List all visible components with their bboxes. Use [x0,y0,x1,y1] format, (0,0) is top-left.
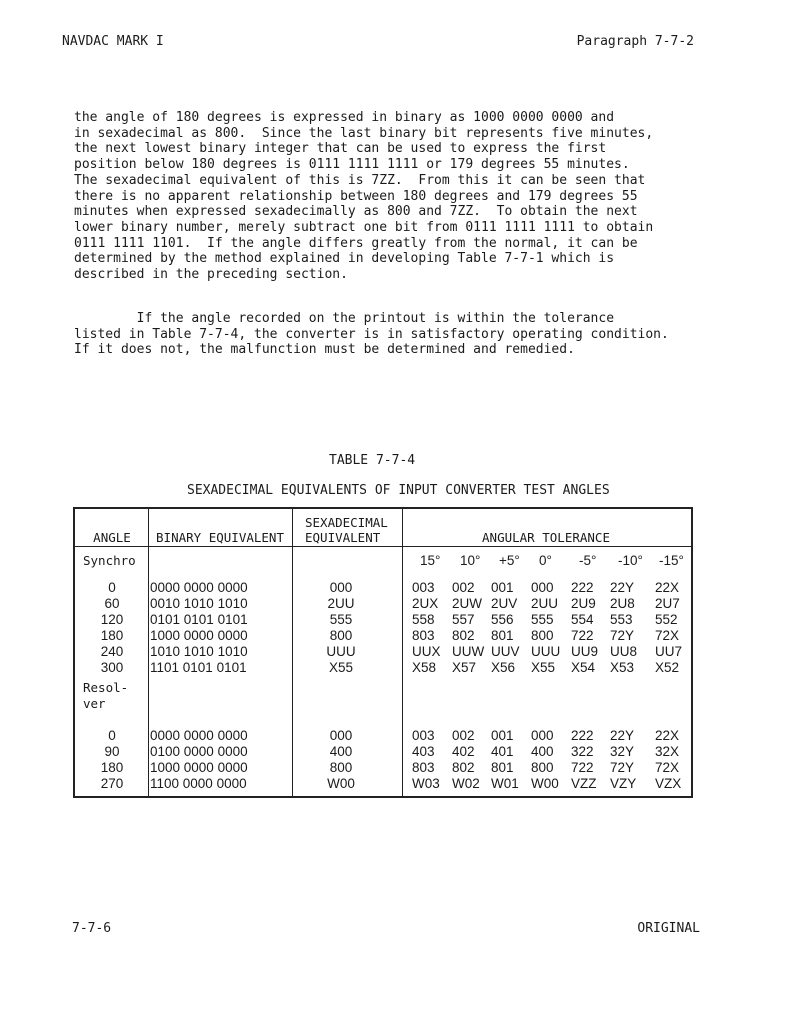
sexadecimal-cell: 000 [329,580,353,595]
sexadecimal-cell: X55 [328,660,354,675]
col-divider [402,509,403,796]
angle-cell: 0 [108,728,116,743]
tolerance-cell: UU9 [571,644,599,659]
binary-cell: 1101 0101 0101 [150,660,247,675]
tolerance-cell: 32X [655,744,680,759]
sexadecimal-cell: 800 [329,760,353,775]
sexadecimal-cell: 2UU [327,596,355,611]
tolerance-cell: 322 [571,744,594,759]
header-binary: BINARY EQUIVALENT [156,530,284,545]
tolerance-cell: 22Y [610,580,635,595]
tolerance-cell: X54 [571,660,596,675]
tolerance-cell: 800 [531,628,554,643]
tolerance-cell: 552 [655,612,678,627]
tolerance-cell: 72Y [610,760,635,775]
tolerance-column-header: +5° [499,553,520,568]
tolerance-cell: 557 [452,612,475,627]
binary-cell: 0100 0000 0000 [150,744,248,759]
tolerance-cell: 22X [655,580,680,595]
header-divider [75,546,691,547]
tolerance-cell: UUW [452,644,485,659]
tolerance-cell: UU8 [610,644,638,659]
binary-cell: 0101 0101 0101 [150,612,248,627]
header-right: Paragraph 7-7-2 [576,34,694,49]
header-left: NAVDAC MARK I [62,34,164,49]
header-sexadecimal: SEXADECIMAL [305,515,388,530]
tolerance-cell: X53 [610,660,635,675]
tolerance-cell: 2U8 [610,596,635,611]
tolerance-cell: 801 [491,760,514,775]
tolerance-cell: UUV [491,644,520,659]
tolerance-cell: 22X [655,728,680,743]
tolerance-cell: 553 [610,612,633,627]
paragraph-2: If the angle recorded on the printout is within the tolerance listed in Table 7-7-4, the converter is in satisfactory operating condition. If it does not, the malfunction must be determined and remedied. [74,311,669,358]
tolerance-cell: 72Y [610,628,635,643]
tolerance-cell: 401 [491,744,514,759]
binary-cell: 0000 0000 0000 [150,580,248,595]
tolerance-cell: UUU [531,644,561,659]
tolerance-cell: 2UW [452,596,482,611]
col-divider [292,509,293,796]
tolerance-table [73,507,693,798]
tolerance-cell: X55 [531,660,556,675]
tolerance-cell: 800 [531,760,554,775]
tolerance-cell: 558 [412,612,435,627]
tolerance-cell: X52 [655,660,680,675]
tolerance-column-header: -10° [618,553,643,568]
tolerance-column-header: 10° [460,553,481,568]
header-angle: ANGLE [93,530,131,545]
tolerance-cell: VZZ [571,776,597,791]
footer-page-number: 7-7-6 [72,921,112,936]
tolerance-cell: 22Y [610,728,635,743]
tolerance-cell: VZX [655,776,682,791]
sexadecimal-cell: 555 [329,612,353,627]
tolerance-cell: 802 [452,628,475,643]
tolerance-cell: 400 [531,744,554,759]
tolerance-cell: W00 [531,776,559,791]
tolerance-cell: 803 [412,760,435,775]
sexadecimal-cell: UUU [326,644,356,659]
tolerance-cell: 222 [571,728,594,743]
paragraph-1: the angle of 180 degrees is expressed in binary as 1000 0000 0000 and in sexadecimal as 800. Since the last binary bit represents five minutes, the next lowest binary integer that can be used to express the first position below 180 degrees is 0111 1111 1111 or 179 degrees 55 minutes. The sexadecimal equivalent of this is 7ZZ. From this it can be seen that there is no apparent relationship between 180 degrees and 179 degrees 55 minutes when expressed sexadecimally as 800 and 7ZZ. To obtain the next lower binary number, merely subtract one bit from 0111 1111 1111 to obtain 0111 1111 1101. If the angle differs greatly from the normal, it can be determined by the method explained in developing Table 7-7-1 which is described in the preceding section. [74,110,654,283]
tolerance-cell: 722 [571,760,594,775]
sexadecimal-cell: 800 [329,628,353,643]
tolerance-cell: 555 [531,612,554,627]
angle-cell: 180 [100,760,124,775]
tolerance-cell: 2UV [491,596,518,611]
binary-cell: 1010 1010 1010 [150,644,248,659]
binary-cell: 1100 0000 0000 [150,776,247,791]
binary-cell: 0000 0000 0000 [150,728,248,743]
group-label: Synchro [83,553,136,568]
tolerance-cell: 222 [571,580,594,595]
tolerance-cell: 402 [452,744,475,759]
tolerance-cell: X57 [452,660,477,675]
angle-cell: 240 [100,644,124,659]
group-label: ver [83,696,106,711]
angle-cell: 60 [104,596,120,611]
tolerance-cell: 002 [452,580,475,595]
col-divider [148,509,149,796]
angle-cell: 120 [100,612,124,627]
footer-edition: ORIGINAL [637,921,700,936]
tolerance-cell: W02 [452,776,480,791]
sexadecimal-cell: 000 [329,728,353,743]
tolerance-cell: 2U9 [571,596,596,611]
tolerance-cell: 801 [491,628,514,643]
tolerance-cell: 72X [655,628,680,643]
group-label: Resol- [83,680,129,695]
tolerance-column-header: 0° [539,553,552,568]
tolerance-cell: 403 [412,744,435,759]
tolerance-cell: UU7 [655,644,683,659]
angle-cell: 180 [100,628,124,643]
tolerance-cell: X58 [412,660,437,675]
table-title: SEXADECIMAL EQUIVALENTS OF INPUT CONVERTER TEST ANGLES [187,483,610,498]
tolerance-cell: 556 [491,612,514,627]
angle-cell: 300 [100,660,124,675]
sexadecimal-cell: 400 [329,744,353,759]
tolerance-cell: W03 [412,776,440,791]
tolerance-cell: 554 [571,612,594,627]
binary-cell: 0010 1010 1010 [150,596,248,611]
tolerance-cell: 000 [531,580,554,595]
tolerance-cell: 72X [655,760,680,775]
tolerance-cell: X56 [491,660,516,675]
tolerance-cell: 803 [412,628,435,643]
angle-cell: 270 [100,776,124,791]
tolerance-cell: 32Y [610,744,635,759]
tolerance-column-header: -15° [659,553,684,568]
angle-cell: 0 [108,580,116,595]
tolerance-cell: UUX [412,644,441,659]
tolerance-cell: 001 [491,728,514,743]
tolerance-cell: 2UX [412,596,439,611]
tolerance-cell: 722 [571,628,594,643]
tolerance-cell: 000 [531,728,554,743]
binary-cell: 1000 0000 0000 [150,628,248,643]
tolerance-cell: 001 [491,580,514,595]
tolerance-column-header: 15° [420,553,441,568]
tolerance-cell: 002 [452,728,475,743]
tolerance-cell: W01 [491,776,519,791]
tolerance-cell: 2UU [531,596,559,611]
table-number: TABLE 7-7-4 [329,453,416,468]
sexadecimal-cell: W00 [327,776,355,791]
tolerance-cell: 2U7 [655,596,680,611]
tolerance-cell: 802 [452,760,475,775]
header-equivalent: EQUIVALENT [305,530,381,545]
tolerance-column-header: -5° [579,553,597,568]
header-angular-tolerance: ANGULAR TOLERANCE [482,530,610,545]
angle-cell: 90 [104,744,120,759]
binary-cell: 1000 0000 0000 [150,760,248,775]
tolerance-cell: 003 [412,580,435,595]
tolerance-cell: VZY [610,776,637,791]
tolerance-cell: 003 [412,728,435,743]
